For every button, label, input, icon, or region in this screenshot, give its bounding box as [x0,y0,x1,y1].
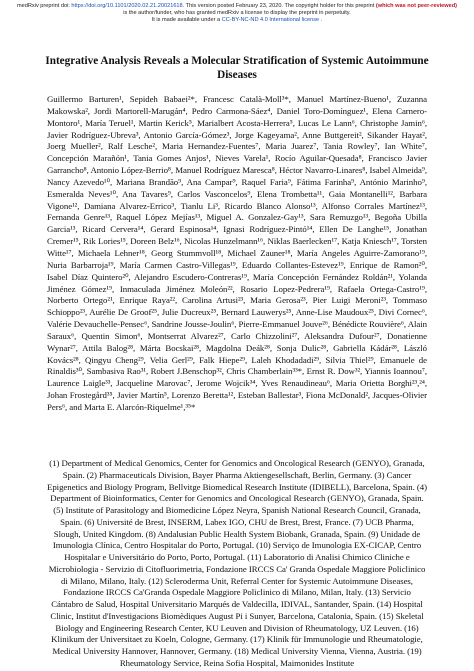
banner-line-3 [0,17,474,24]
license-link[interactable]: CC-BY-NC-ND 4.0 International license [221,16,320,23]
author-list: Guillermo Barturen¹, Sepideh Babaei²*, Francesc Català-Moll³*, Manuel Martínez-Bueno¹, Zuzanna Makowska², Jordi Martorell-Marugán⁴, Pedro Carmona-Sáez⁴, Daniel Toro-Domínguez¹, Elena Carnero-Montoro¹, María Teruel¹, Martin Kerick⁵, Marialbert Acosta-Herrera⁵, Lucas Le Lann⁶, Christophe Jamin⁶, Javier Rodríguez-Ubreva³, Antonio García-Gómez³, Jorge Kageyama², Anne Buttgereit², Sikander Hayat², Joerg Mueller², Ralf Lesche², Maria Hernandez-Fuentes⁷, Maria Juarez⁷, Tania Rowley⁷, Ian White⁷, Concepción Marañón¹, Tania Gomes Anjos¹, Nieves Varela¹, Rocío Aguilar-Quesada⁸, Francisco Javier Garrancho⁸, Antonio López-Berrio⁸, Manuel Rodríguez Maresca⁸, Héctor Navarro-Linares⁸, Isabel Almeida⁹, Nancy Azevedo¹⁰, Mariana Brandão⁹, Ana Campar⁹, Raquel Faria⁹, Fátima Farinha⁹, António Marinho⁹, Esmeralda Neves¹⁰, Ana Tavares⁹, Carlos Vasconcelos⁹, Elena Trombetta¹¹, Gaia Montanelli¹², Barbara Vigone¹², Damiana Alvarez-Errico³, Tianlu Li³, Ricardo Blanco Alonso¹³, Alfonso Corrales Martínez¹³, Fernanda Genre¹³, Raquel López Mejías¹³, Miguel A. Gonzalez-Gay¹³, Sara Remuzgo¹³, Begoña Ubilla Garcia¹³, Ricard Cervera¹⁴, Gerard Espinosa¹⁴, Ignasi Rodríguez-Pintó¹⁴, Ellen De Langhe¹⁵, Jonathan Cremer¹⁵, Rik Lories¹⁵, Doreen Belz¹⁶, Nicolas Hunzelmann¹⁶, Niklas Baerlecken¹⁷, Katja Kniesch¹⁷, Torsten Witte¹⁷, Michaela Lehner¹⁸, Georg Stummvoll¹⁸, Michael Zauner¹⁸, María Angeles Aguirre-Zamorano¹⁹, Nuria Barbarroja¹⁹, María Carmen Castro-Villegas¹⁹, Eduardo Collantes-Estevez¹⁹, Enrique de Ramon²⁰, Isabel Díaz Quintero²⁰, Alejandro Escudero-Contreras¹⁹, María Concepción Fernández Roldán²¹, Yolanda Jiménez Gómez¹⁹, Inmaculada Jiménez Moleón²², Rosario Lopez-Pedrera¹⁹, Rafaela Ortega-Castro¹⁹, Norberto Ortego²¹, Enrique Raya²², Carolina Artusi²³, Maria Gerosa²³, Pier Luigi Meroni²³, Tommaso Schioppo²³, Aurélie De Groof²⁵, Julie Ducreux²⁵, Bernard Lauwerys²⁵, Anne-Lise Maudoux²⁵, Divi Cornec⁶, Valérie Devauchelle-Pensec⁶, Sandrine Jousse-Joulin⁶, Pierre-Emmanuel Jouve²⁶, Bénédicte Rouvière⁶, Alain Saraux⁶, Quentin Simon⁶, Montserrat Alvarez²⁷, Carlo Chizzolini²⁷, Aleksandra Dufour²⁷, Donatienne Wynar²⁷, Attila Balog²⁸, Márta Bocskai²⁸, Magdolna Deák²⁸, Sonja Dulic²⁸, Gabriella Kádár²⁸, László Kovács²⁸, Qingyu Cheng²⁹, Velia Gerl²⁹, Falk Hiepe²⁹, Laleh Khodadadi²⁹, Silvia Thiel²⁹, Emanuele de Rinaldis³⁰, Sambasiva Rao³¹, Robert J.Benschop³², Chris Chamberlain³³*, Ernst R. Dow³², Yiannis Ioannou⁷, Laurence Laigle³³, Jacqueline Marovac⁷, Jerome Wojcik³⁴, Yves Renaudineau⁶, Maria Orietta Borghi²³,²⁴, Johan Frostegård³⁵, Javier Martín⁵, Lorenzo Beretta¹², Esteban Ballestar³, Fiona McDonald², Jacques-Olivier Pers⁶, and Marta E. Alarcón-Riquelme¹,³⁵* [47,94,428,412]
affiliation-list: (1) Department of Medical Genomics, Center for Genomics and Oncological Research (GENYO), Granada, Spain. (2) Pharmaceuticals Division, Bayer Pharma Aktiengesellschaft, Berlin, Germany. (3) Cancer Epigenetics and Biology Program, Bellvitge Biomedical Research Institute (IDIBELL), Barcelona, Spain. (4) Department of Bioinformatics, Center for Genomics and Oncological Research (GENYO), Granada, Spain. (5) Institute of Parasitology and Biomedicine López Neyra, Spanish National Research Council, Granada, Spain. (6) Université de Brest, INSERM, Labex IGO, CHU de Brest, Brest, France. (7) UCB Pharma, Slough, United Kingdom. (8) Andalusian Public Health System Biobank, Granada, Spain. (9) Unidade de Imunologia Clínica, Centro Hospitalar do Porto, Portugal. (10) Serviço de Imunologia EX-CICAP, Centro Hospitalar e Universitário do Porto, Porto, Portugal. (11) Laboratorio di Analisi Chimico Cliniche e Microbiologia - Servizio di Citofluorimetria, Fondazione IRCCS Ca' Granda Ospedale Maggiore Policlinico di Milano, Milano, Italy. (12) Scleroderma Unit, Referral Center for Systemic Autoimmune Diseases, Fondazione IRCCS Ca'Granda Ospedale Maggiore Policlinico di Milano, Milan, Italy. (13) Servicio Cántabro de Salud, Hospital Universitario Marqués de Valdecilla, IDIVAL, Santander, Spain. (14) Hospital Clinic, Institut d'Investigacions Biomèdiques August Pi i Sunyer, Barcelona, Catalonia, Spain. (15) Skeletal Biology and Engineering Research Center, KU Leuven and Division of Rheumatology, UZ Leuven. (16) Klinikum der Universitaet zu Koeln, Cologne, Germany. (17) Klinik für Immunologie und Rheumatologie, Medical University Hannover, Hannover, Germany. (18) Medical University Vienna, Vienna, Austria. (19) Rheumatology Service, Reina Sofia Hospital, Maimonides Institute [47,458,428,668]
banner-version-text: . This version posted February 23, 2020. The copyright holder for this preprint [182,3,376,9]
preprint-banner [0,3,474,23]
banner-license-prefix: It is made available under a [151,16,222,23]
paper-title: Integrative Analysis Reveals a Molecular Stratification of Systemic Autoimmune Diseases [45,55,429,81]
doi-link[interactable]: https://doi.org/10.1101/2020.02.21.20021618 [71,3,183,9]
banner-line-2: is the author/funder, who has granted medRxiv a license to display the preprint in perpetuity. [123,9,351,16]
banner-line-1 [0,3,474,10]
banner-license-suffix: . [319,16,323,23]
peer-review-flag: (which was not peer-reviewed) [375,3,457,9]
banner-doi-prefix: medRxiv preprint doi: [17,3,72,9]
